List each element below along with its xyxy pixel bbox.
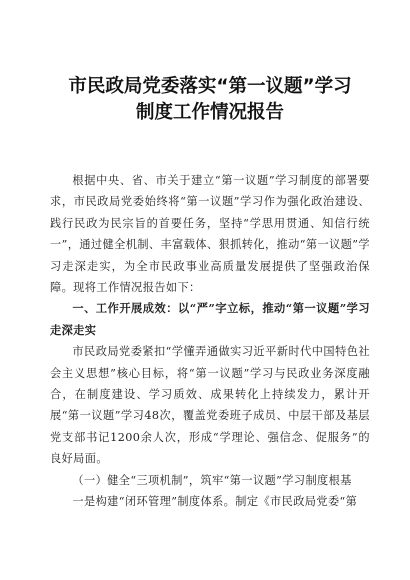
section-1-paragraph: 市民政局党委紧扣“学懂弄通做实习近平新时代中国特色社会主义思想”核心目标，将“第一议题”学习与民政业务深度融合，在制度建设、学习质效、成果转化上持续发力，累计开展“第一议题”学习48次，覆盖党委班子成员、中层干部及基层党支部书记1200余人次，形成“学理论、强信念、促服务”的良好局面。 <box>50 345 370 466</box>
subsection-1-heading: （一）健全“三项机制”，筑牢“第一议题”学习制度根基 <box>72 473 352 487</box>
subsection-1-paragraph: 一是构建“闭环管理”制度体系。制定《市民政局党委“第 <box>72 495 358 509</box>
title-line-1: 市民政局党委落实“第一议题”学习 <box>68 76 352 97</box>
intro-paragraph: 根据中央、省、市关于建立“第一议题”学习制度的部署要求，市民政局党委始终将“第一议题”学习作为强化政治建设、践行民政为民宗旨的首要任务，坚持“学思用贯通、知信行统一”，通过健全机制、丰富载体、狠抓转化，推动“第一议题”学习走深走实，为全市民政事业高质量发展提供了坚强政治保障。现将工作情况报告如下： <box>50 174 370 295</box>
page-title <box>50 74 370 126</box>
document-body <box>50 170 370 513</box>
title-line-2: 制度工作情况报告 <box>135 102 284 123</box>
section-1-heading: 一、工作开展成效：以“严”字立标，推动“第一议题”学习走深走实 <box>50 301 370 337</box>
